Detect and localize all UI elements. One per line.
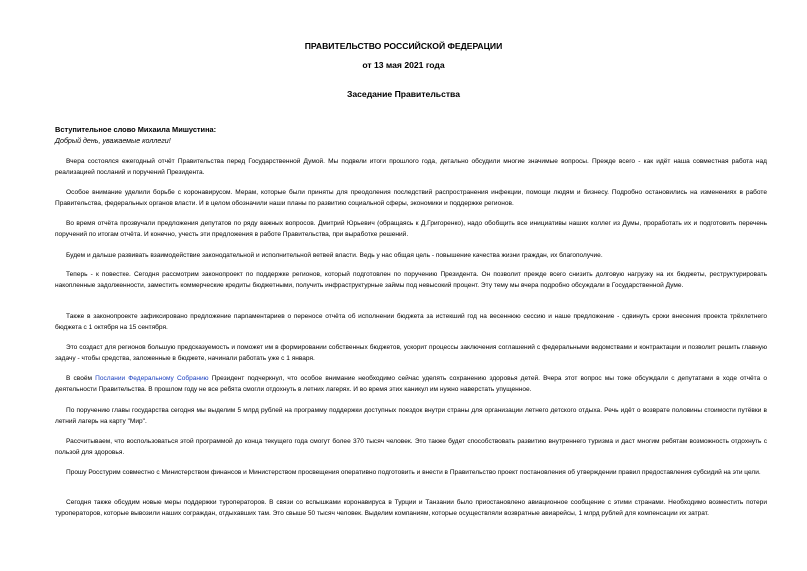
meeting-title: Заседание Правительства bbox=[346, 89, 461, 99]
address-link[interactable]: Послании Федеральному Собранию bbox=[95, 375, 209, 382]
paragraph-with-link bbox=[55, 374, 767, 395]
paragraph: Сегодня также обсудим новые меры поддержки туроператоров. В связи со вспышками коронавируса в Турции и Танзании было приостановлено авиационное сообщение с этими странами. Необходимо возместить потери туроператоров, которые вывозили наших сограждан, отдыхавших там. Это свыше 50 тысяч человек. Выделим компаниям, которые осуществляли возвратные авиарейсы, 1 млрд рублей для компенсации их затрат. bbox=[55, 499, 767, 517]
paragraph: Особое внимание уделили борьбе с коронавирусом. Мерам, которые были приняты для преодоления последствий распространения инфекции, помощи людям и бизнесу. Подробно остановились на изменениях в работе Правительства, федеральных органов власти. И в целом обозначили наши планы по развитию социальной сферы, экономики и поддержке регионов. bbox=[55, 189, 767, 207]
paragraph: Это создаст для регионов большую предсказуемость и поможет им в формировании собственных бюджетов, ускорит процессы заключения соглашений с федеральными ведомствами и контрактации и позволит решить главную задачу - чтобы средства, заложенные в бюджете, начинали работать уже с 1 января. bbox=[55, 344, 767, 362]
paragraph: Будем и дальше развивать взаимодействие законодательной и исполнительной ветвей власти. Ведь у нас общая цель - повышение качества жизни граждан, их благополучие. bbox=[66, 252, 603, 259]
greeting: Добрый день, уважаемые коллеги! bbox=[55, 137, 171, 145]
paragraph: Также в законопроекте зафиксировано предложение парламентариев о переносе отчёта об исполнении бюджета за истекший год на весеннюю сессию и наше предложение - сдвинуть сроки внесения проекта трёхлетнего бюджета с 1 октября на 15 сентября. bbox=[55, 313, 767, 331]
document-org-title: ПРАВИТЕЛЬСТВО РОССИЙСКОЙ ФЕДЕРАЦИИ bbox=[304, 41, 503, 51]
paragraph: Рассчитываем, что воспользоваться этой программой до конца текущего года смогут более 370 тысяч человек. Это также будет способствовать развитию внутреннего туризма и даст многим ребятам возможность отдохнуть с пользой для здоровья. bbox=[55, 438, 767, 456]
document-date: от 13 мая 2021 года bbox=[362, 60, 445, 70]
link-para-before: В своём bbox=[66, 375, 96, 382]
speaker-heading: Вступительное слово Михаила Мишустина: bbox=[55, 125, 217, 134]
paragraph: Прошу Росстурим совместно с Министерством финансов и Министерством просвещения оперативно подготовить и внести в Правительство проект постановления об утверждении правил предоставления субсидий на эти цели. bbox=[66, 469, 761, 476]
paragraph: Вчера состоялся ежегодный отчёт Правительства перед Государственной Думой. Мы подвели итоги прошлого года, детально обсудили многие значимые вопросы. Прежде всего - как идёт наша совместная работа над реализацией посланий и поручений Президента. bbox=[55, 158, 767, 176]
link-para-after: Президент подчеркнул, что особое внимание необходимо сейчас уделять сохранению здоровья детей. Вчера этот вопрос мы тоже обсуждали с депутатами в ходе отчёта о деятельности Правительства. В прошлом году не все ребята смогли отдохнуть в летних лагерях. И во время этих каникул им нужно наверстать упущенное. bbox=[55, 375, 768, 393]
paragraph: Во время отчёта прозвучали предложения депутатов по ряду важных вопросов. Дмитрий Юрьевич (обращаясь к Д.Григоренко), надо обобщить все инициативы наших коллег из Думы, проработать их и подготовить перечень поручений по итогам отчёта. И конечно, учесть эти предложения в работе Правительства, при выработке решений. bbox=[55, 220, 767, 238]
paragraph: По поручению главы государства сегодня мы выделим 5 млрд рублей на программу поддержки доступных поездок внутри страны для организации летнего детского отдыха. Речь идёт о возврате половины стоимости путёвки в летний лагерь на карту "Мир". bbox=[55, 407, 767, 425]
paragraph: Теперь - к повестке. Сегодня рассмотрим законопроект по поддержке регионов, который подготовлен по поручению Президента. Он позволит прежде всего снизить долговую нагрузку на их бюджеты, реструктурировать накопленные задолженности, заместить коммерческие кредиты бюджетными, получить инфраструктурные займы под невысокий процент. Эту тему мы вчера подробно обсуждали в Государственной Думе. bbox=[55, 271, 767, 289]
